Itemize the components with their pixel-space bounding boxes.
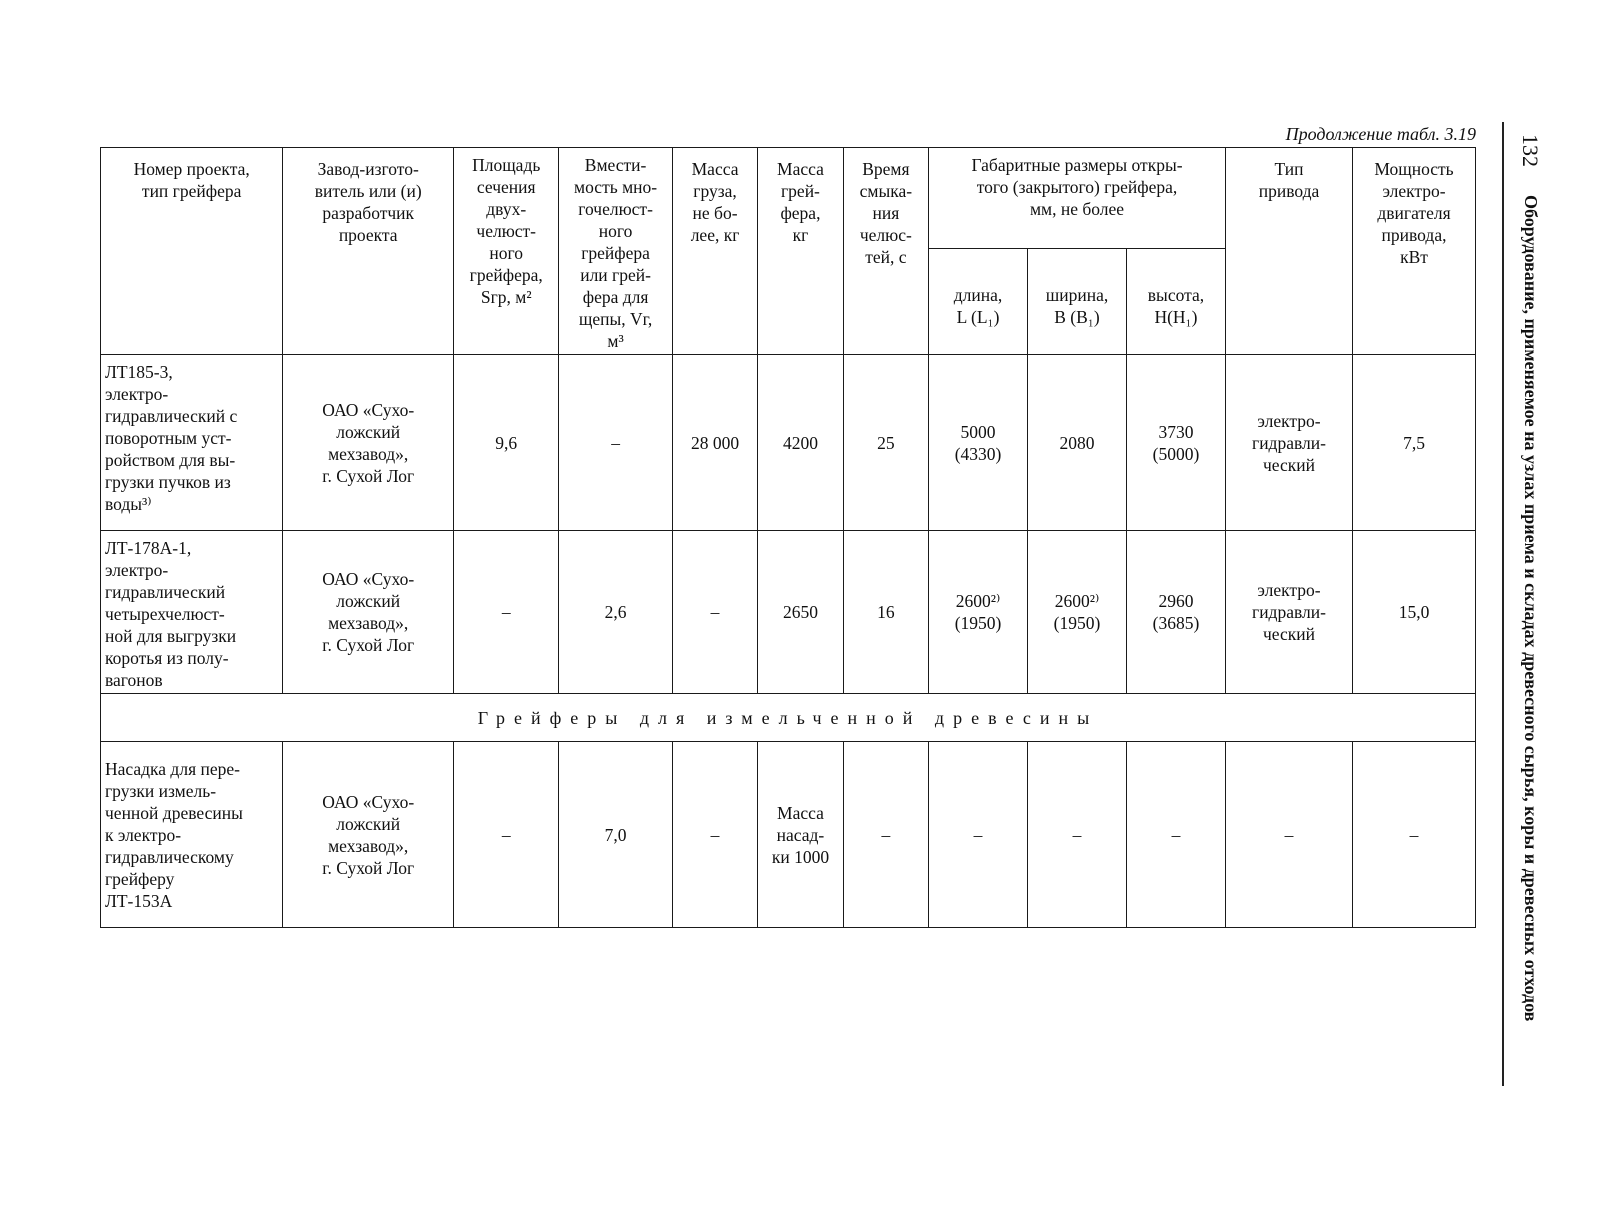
table-continuation-caption: Продолжение табл. 3.19 <box>1285 124 1476 144</box>
cell-grab-mass: 2650 <box>758 531 843 694</box>
header-height: высота, H(H₁) <box>1126 249 1225 355</box>
header-grab-mass: Масса грей- фера, кг <box>758 148 843 355</box>
cell-maker: ОАО «Сухо- ложский мехзавод», г. Сухой Лог <box>283 355 454 531</box>
cell-length: 2600²⁾ (1950) <box>929 531 1028 694</box>
section-row <box>101 694 1476 742</box>
header-project: Номер проекта, тип грейфера <box>101 148 283 355</box>
header-cargo-mass: Масса груза, не бо- лее, кг <box>672 148 757 355</box>
cell-project: Насадка для пере- грузки измель- ченной древесины к электро- гидравлическому грейферу ЛТ-153А <box>101 742 283 928</box>
cell-cargo-mass: 28 000 <box>672 355 757 531</box>
cell-capacity: 2,6 <box>559 531 673 694</box>
cell-drive: – <box>1225 742 1352 928</box>
header-close-time: Время смыка- ния челюс- тей, с <box>843 148 928 355</box>
header-maker: Завод-изгото- витель или (и) разработчик проекта <box>283 148 454 355</box>
cell-project: ЛТ185-3, электро- гидравлический с поворотным уст- ройством для вы- грузки пучков из воды³⁾ <box>101 355 283 531</box>
cell-close-time: 16 <box>843 531 928 694</box>
table-row <box>101 742 1476 928</box>
cell-drive: электро- гидравли- ческий <box>1225 531 1352 694</box>
table-row <box>101 531 1476 694</box>
running-head: Оборудование, применяемое на узлах приема и складах древесного сырья, коры и древесных отходов <box>1521 195 1541 1022</box>
header-length: длина, L (L₁) <box>929 249 1028 355</box>
cell-close-time: 25 <box>843 355 928 531</box>
header-width: ширина, B (B₁) <box>1028 249 1127 355</box>
cell-length: – <box>929 742 1028 928</box>
cell-maker: ОАО «Сухо- ложский мехзавод», г. Сухой Лог <box>283 531 454 694</box>
cell-close-time: – <box>843 742 928 928</box>
cell-width: 2080 <box>1028 355 1127 531</box>
cell-height: – <box>1126 742 1225 928</box>
cell-maker: ОАО «Сухо- ложский мехзавод», г. Сухой Лог <box>283 742 454 928</box>
cell-width: 2600²⁾ (1950) <box>1028 531 1127 694</box>
cell-grab-mass: Масса насад- ки 1000 <box>758 742 843 928</box>
cell-length: 5000 (4330) <box>929 355 1028 531</box>
cell-capacity: 7,0 <box>559 742 673 928</box>
cell-power: 7,5 <box>1353 355 1476 531</box>
header-capacity: Вмести- мость мно- гочелюст- ного грейфера или грей- фера для щепы, Vг, м³ <box>559 148 673 355</box>
cell-capacity: – <box>559 355 673 531</box>
cell-area: 9,6 <box>454 355 559 531</box>
cell-height: 3730 (5000) <box>1126 355 1225 531</box>
margin-rule <box>1502 122 1504 1086</box>
cell-cargo-mass: – <box>672 531 757 694</box>
table-row <box>101 355 1476 531</box>
cell-area: – <box>454 531 559 694</box>
cell-width: – <box>1028 742 1127 928</box>
header-area: Площадь сечения двух- челюст- ного грейфера, Sгр, м² <box>454 148 559 355</box>
header-dimensions: Габаритные размеры откры- того (закрытого) грейфера, мм, не более <box>929 148 1226 249</box>
grab-equipment-table <box>100 147 1476 928</box>
cell-power: 15,0 <box>1353 531 1476 694</box>
section-title: Грейферы для измельченной древесины <box>101 694 1476 742</box>
header-power: Мощность электро- двигателя привода, кВт <box>1353 148 1476 355</box>
page-number: 132 <box>1518 134 1543 167</box>
cell-project: ЛТ-178А-1, электро- гидравлический четырехчелюст- ной для выгрузки коротья из полу- вагонов <box>101 531 283 694</box>
header-drive: Тип привода <box>1225 148 1352 355</box>
cell-power: – <box>1353 742 1476 928</box>
cell-area: – <box>454 742 559 928</box>
cell-cargo-mass: – <box>672 742 757 928</box>
cell-drive: электро- гидравли- ческий <box>1225 355 1352 531</box>
cell-height: 2960 (3685) <box>1126 531 1225 694</box>
cell-grab-mass: 4200 <box>758 355 843 531</box>
